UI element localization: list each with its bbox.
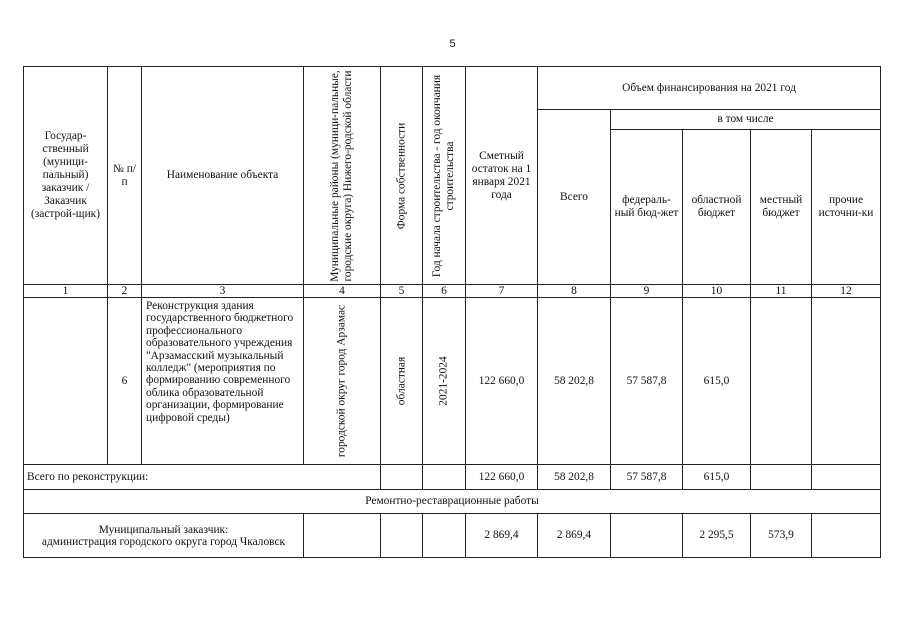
row2-estimated-balance: 2 869,4 [466, 514, 538, 558]
column-number: 2 [108, 285, 142, 298]
header-other-text: прочие источни-ки [818, 194, 874, 219]
column-number: 4 [304, 285, 381, 298]
column-number: 10 [683, 285, 751, 298]
reconstruction-total-empty [812, 465, 881, 490]
header-customer-text: Государ-ственный (муници-пальный) заказчик / Заказчик (застрой-щик) [31, 130, 100, 220]
column-numbers-row [24, 285, 881, 298]
header-other [812, 130, 881, 285]
header-financing-volume [538, 67, 881, 110]
header-total [538, 110, 611, 285]
reconstruction-total-balance: 122 660,0 [466, 465, 538, 490]
header-object-name [142, 67, 304, 285]
row1-ownership-text: областная [395, 356, 407, 406]
row1-local [751, 298, 812, 465]
row1-years-text: 2021-2024 [437, 356, 450, 406]
row1-regional: 615,0 [683, 298, 751, 465]
header-local-text: местный бюджет [759, 194, 803, 219]
header-federal-text: федераль-ный бюд-жет [614, 194, 679, 219]
row2-total: 2 869,4 [538, 514, 611, 558]
row1-district [304, 298, 381, 465]
row1-other [812, 298, 881, 465]
row2-local: 573,9 [751, 514, 812, 558]
header-object-name-text: Наименование объекта [166, 169, 279, 181]
row2-empty [304, 514, 381, 558]
row2-other [812, 514, 881, 558]
reconstruction-total-total: 58 202,8 [538, 465, 611, 490]
column-number: 3 [142, 285, 304, 298]
header-ownership-text: Форма собственности [395, 122, 407, 229]
reconstruction-total-row [24, 465, 881, 490]
header-years-text: Год начала строительства - год окончания строительства [431, 74, 456, 277]
row2-empty [381, 514, 423, 558]
header-federal [611, 130, 683, 285]
column-number: 7 [466, 285, 538, 298]
header-num [108, 67, 142, 285]
column-number: 5 [381, 285, 423, 298]
reconstruction-total-empty [381, 465, 423, 490]
header-district [304, 67, 381, 285]
row1-federal: 57 587,8 [611, 298, 683, 465]
header-estimated-balance-text: Сметный остаток на 1 января 2021 года [471, 149, 532, 201]
header-regional-text: областной бюджет [691, 194, 742, 219]
header-years [423, 67, 466, 285]
row2-federal [611, 514, 683, 558]
column-number: 8 [538, 285, 611, 298]
header-estimated-balance [466, 67, 538, 285]
reconstruction-total-empty [751, 465, 812, 490]
row2-regional: 2 295,5 [683, 514, 751, 558]
header-num-text: № п/п [113, 162, 136, 188]
reconstruction-total-label: Всего по реконструкции: [24, 465, 381, 490]
page-number: 5 [449, 38, 456, 50]
section-title-row [24, 490, 881, 514]
header-including [611, 110, 881, 130]
row1-district-text: городской округ город Арзамас [335, 304, 348, 458]
row1-total: 58 202,8 [538, 298, 611, 465]
row1-num: 6 [108, 298, 142, 465]
header-total-text: Всего [560, 190, 588, 203]
financing-table [23, 66, 881, 558]
header-customer [24, 67, 108, 285]
row2-empty [423, 514, 466, 558]
table-row [24, 298, 881, 465]
header-district-text: Муниципальные районы (муници-пальные, городские округа) Нижего-родской области [329, 69, 354, 282]
column-number: 11 [751, 285, 812, 298]
section-title: Ремонтно-реставрационные работы [24, 490, 881, 514]
table-row [24, 514, 881, 558]
row2-customer-name: администрация городского округа город Чкаловск [41, 535, 286, 548]
column-number: 6 [423, 285, 466, 298]
row1-years [423, 298, 466, 465]
column-number: 1 [24, 285, 108, 298]
row2-customer-label: Муниципальный заказчик: [98, 523, 229, 536]
header-ownership [381, 67, 423, 285]
row1-customer [24, 298, 108, 465]
header-financing-volume-text: Объем финансирования на 2021 год [622, 81, 796, 94]
header-local [751, 130, 812, 285]
reconstruction-total-empty [423, 465, 466, 490]
header-including-text: в том числе [717, 113, 774, 125]
row1-object-name: Реконструкция здания государственного бюджетного профессионального образовательного учреждения "Арзамасский музыкальный колледж" (мероприятия по формированию современного облика образовательной организации, формирование цифровой среды) [142, 298, 304, 465]
row2-customer [24, 514, 304, 558]
row1-ownership [381, 298, 423, 465]
reconstruction-total-regional: 615,0 [683, 465, 751, 490]
row1-estimated-balance: 122 660,0 [466, 298, 538, 465]
reconstruction-total-federal: 57 587,8 [611, 465, 683, 490]
column-number: 12 [812, 285, 881, 298]
column-number: 9 [611, 285, 683, 298]
header-regional [683, 130, 751, 285]
